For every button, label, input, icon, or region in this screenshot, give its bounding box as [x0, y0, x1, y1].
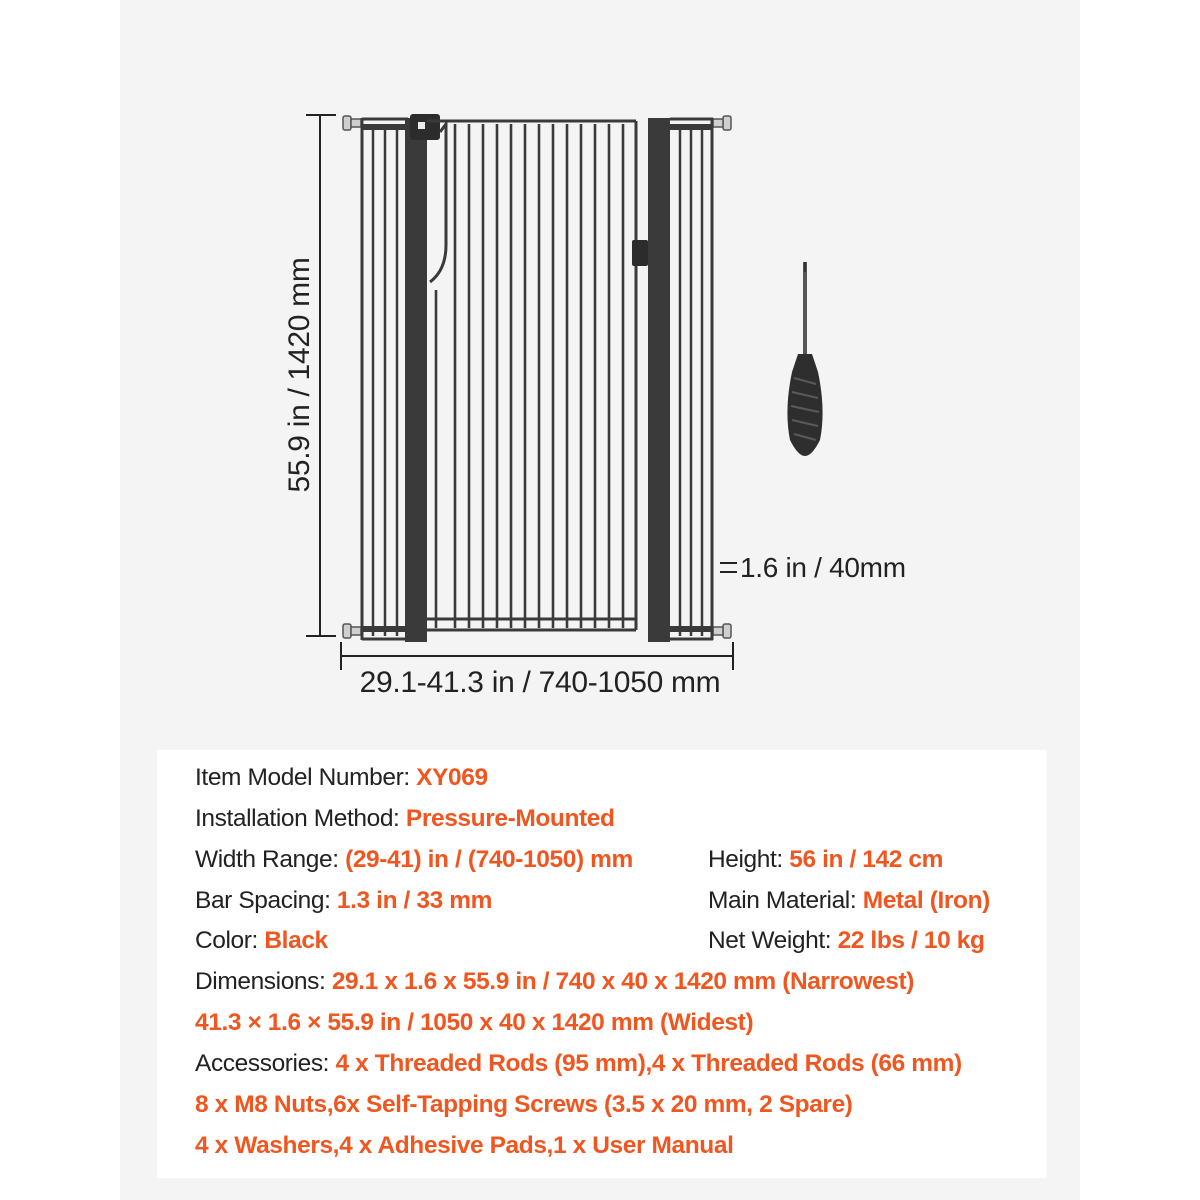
spec-panel: [157, 750, 1047, 1178]
spec-dimensions-widest: 41.3 × 1.6 × 55.9 in / 1050 x 40 x 1420 mm (Widest): [195, 1009, 754, 1036]
spec-accessories: Accessories: 4 x Threaded Rods (95 mm),4 x Threaded Rods (66 mm): [195, 1050, 962, 1077]
spec-height-value: 56 in / 142 cm: [789, 846, 943, 873]
spec-material: Main Material: Metal (Iron): [708, 887, 990, 914]
spec-weight-value: 22 lbs / 10 kg: [837, 927, 985, 954]
spec-model: Item Model Number: XY069: [195, 764, 488, 791]
spec-install: Installation Method: Pressure-Mounted: [195, 805, 615, 832]
spec-color-value: Black: [264, 927, 328, 954]
spec-model-value: XY069: [416, 764, 488, 791]
screwdriver-icon: [787, 262, 822, 456]
spec-width-range: Width Range: (29-41) in / (740-1050) mm: [195, 846, 633, 873]
spec-weight: Net Weight: 22 lbs / 10 kg: [708, 927, 985, 954]
depth-dimension-label: 1.6 in / 40mm: [740, 552, 906, 583]
spec-height: Height: 56 in / 142 cm: [708, 846, 943, 873]
pet-gate: [343, 114, 731, 642]
mount-bolt: [343, 116, 731, 638]
height-dimension-label: 55.9 in / 1420 mm: [283, 257, 316, 493]
spec-bar-spacing: Bar Spacing: 1.3 in / 33 mm: [195, 887, 492, 914]
spec-dimensions-value: 29.1 x 1.6 x 55.9 in / 740 x 40 x 1420 mm (Narrowest): [331, 968, 914, 995]
spec-accessories-line1: 4 x Threaded Rods (95 mm),4 x Threaded Rods (66 mm): [335, 1050, 962, 1077]
depth-dimension-marker: [720, 563, 737, 572]
width-dimension-label: 29.1-41.3 in / 740-1050 mm: [359, 666, 721, 699]
spec-accessories-line2: 8 x M8 Nuts,6x Self-Tapping Screws (3.5 x 20 mm, 2 Spare): [195, 1091, 853, 1118]
spec-install-value: Pressure-Mounted: [405, 805, 615, 832]
spec-material-value: Metal (Iron): [862, 887, 990, 914]
spec-width-range-value: (29-41) in / (740-1050) mm: [345, 846, 633, 873]
spec-dimensions: Dimensions: 29.1 x 1.6 x 55.9 in / 740 x 40 x 1420 mm (Narrowest): [195, 968, 914, 995]
spec-bar-spacing-value: 1.3 in / 33 mm: [336, 887, 492, 914]
spec-accessories-line3: 4 x Washers,4 x Adhesive Pads,1 x User Manual: [195, 1132, 734, 1159]
spec-color: Color: Black: [195, 927, 328, 954]
